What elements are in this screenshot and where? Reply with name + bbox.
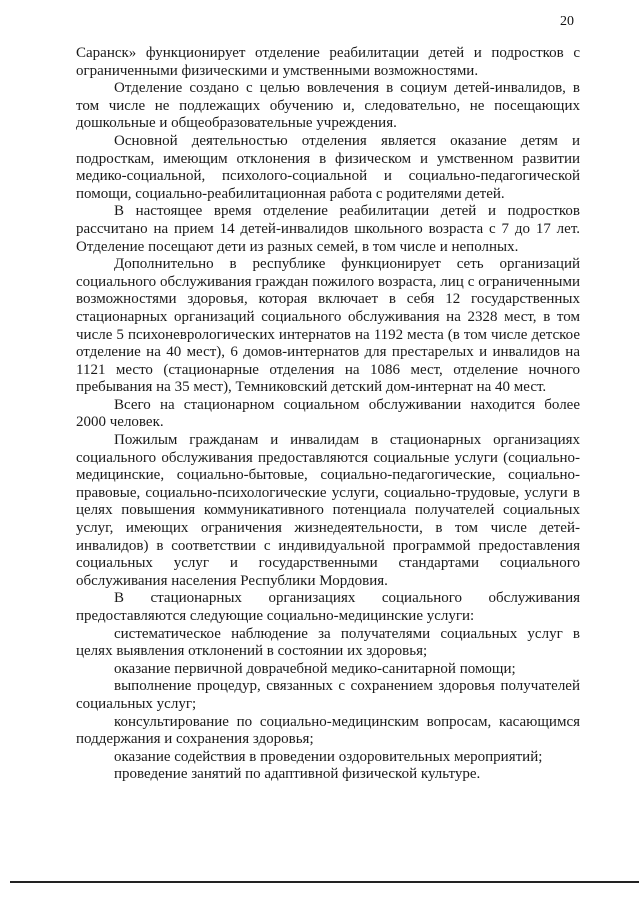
list-item-6: проведение занятий по адаптивной физической культуре. <box>114 766 481 783</box>
paragraph-7: Пожилым гражданам и инвалидам в стационарных организациях социального обслуживания предоставляются социальные услуги (социально-медицинские, социально-бытовые, социально-педагогические, социально-правовые, социально-психологические услуги, социально-трудовые, услуги в целях повышения коммуникативного потенциала получателей социальных услуг, имеющих ограничения жизнедеятельности, в том числе детей-инвалидов) в соответствии с индивидуальной программой предоставления социальных услуг и государственными стандартами социального обслуживания населения Республики Мордовия. <box>76 432 580 589</box>
list-item-3: выполнение процедур, связанных с сохранением здоровья получателей социальных услуг; <box>76 678 580 712</box>
body-text <box>76 45 580 784</box>
paragraph-3: Основной деятельностью отделения является оказание детям и подросткам, имеющим отклонения в физическом и умственном развитии медико-социальной, психолого-социальной и социально-педагогической помощи, социально-реабилитационная работа с родителями детей. <box>76 132 580 202</box>
paragraph-6: Всего на стационарном социальном обслуживании находится более 2000 человек. <box>76 396 580 431</box>
list-item-5: оказание содействия в проведении оздоровительных мероприятий; <box>114 748 543 765</box>
paragraph-5: Дополнительно в республике функционирует сеть организаций социального обслуживания граждан пожилого возраста, лиц с ограниченными возможностями здоровья, которая включает в себя 12 государственных стационарных организаций социального обслуживания на 2328 мест, в том числе 5 психоневрологических интернатов на 1192 места (в том числе детское отделение на 40 мест), 6 домов-интернатов для престарелых и инвалидов на 1121 место (стационарные отделения на 1086 мест, отделение ночного пребывания на 35 мест), Темниковский детский дом-интернат на 40 мест. <box>76 256 580 396</box>
list-item-4: консультирование по социально-медицинским вопросам, касающимся поддержания и сохранения здоровья; <box>76 713 580 748</box>
list-item-1: систематическое наблюдение за получателями социальных услуг в целях выявления отклонений в состоянии их здоровья; <box>76 625 580 660</box>
list-item-2: оказание первичной доврачебной медико-санитарной помощи; <box>114 660 516 677</box>
paragraph-2: Отделение создано с целью вовлечения в социум детей-инвалидов, в том числе не подлежащих обучению и, следовательно, не посещающих дошкольные и общеобразовательные учреждения. <box>76 80 580 132</box>
page-bottom-rule <box>10 881 639 883</box>
paragraph-1: Саранск» функционирует отделение реабилитации детей и подростков с ограниченными физическими и умственными возможностями. <box>76 45 580 79</box>
paragraph-4: В настоящее время отделение реабилитации детей и подростков рассчитано на прием 14 детей-инвалидов школьного возраста с 7 до 17 лет. Отделение посещают дети из разных семей, в том числе и неполных. <box>76 203 580 255</box>
paragraph-8: В стационарных организациях социального обслуживания предоставляются следующие социально-медицинские услуги: <box>76 590 580 624</box>
page-number: 20 <box>560 14 574 29</box>
